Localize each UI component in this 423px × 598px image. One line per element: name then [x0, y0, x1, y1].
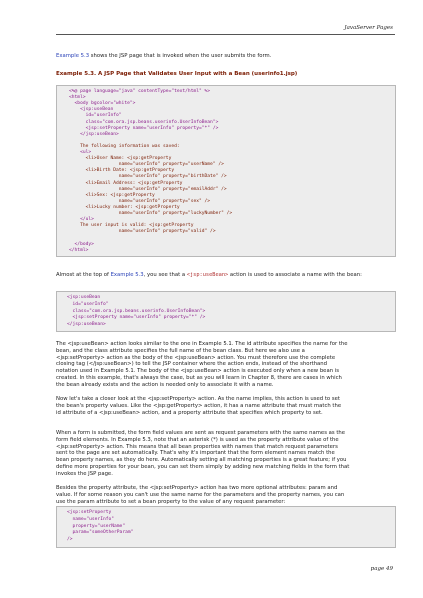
code-listing-usebean: [56, 291, 396, 332]
paragraph-param-attribute: [56, 485, 396, 505]
code-line: <jsp:setProperty name="userInfo" property="*" />: [69, 125, 219, 131]
code-line: <html>: [69, 95, 86, 101]
code-listing-userinfo1: [56, 85, 396, 257]
intro-sentence: [56, 53, 396, 60]
code-line: <body bgcolor="white">: [69, 101, 136, 107]
code-line: name="userInfo" property="userName" />: [69, 162, 224, 168]
paragraph-usebean-explanation: [56, 341, 396, 389]
code-line: name="userInfo" property="birthDate" />: [69, 174, 227, 180]
paragraph-line: Now let's take a closer look at the <jsp:setProperty> action. As the name implies, this action is used to set: [56, 396, 340, 402]
paragraph-line: define more properties for your bean, you can set them simply by adding new matching fields in the form that: [56, 463, 350, 470]
code-line: </body>: [69, 241, 94, 247]
code-line: id="userInfo": [69, 113, 122, 119]
code-line: The following information was saved:: [69, 143, 180, 149]
paragraph-line: sent to the page are set automatically. That's why it's important that the form element names match the: [56, 450, 335, 457]
code-line: The user input is valid: <jsp:getProperty: [69, 223, 194, 229]
paragraph-line: invokes the JSP page.: [56, 470, 113, 477]
code-line: </jsp:useBean>: [67, 322, 106, 328]
para-text: Almost at the top of: [56, 272, 111, 278]
code-line: class="com.ora.jsp.beans.userinfo.UserInfoBean">: [67, 308, 206, 314]
example-title: Example 5.3. A JSP Page that Validates User Input with a Bean (userinfo1.jsp): [56, 71, 298, 77]
paragraph-line: id attribute of a <jsp:useBean> action, and a property attribute that specifies which property to set.: [56, 409, 323, 416]
inline-code: <jsp:useBean>: [186, 272, 229, 278]
code-line: </ul>: [69, 217, 94, 223]
example-link[interactable]: Example 5.3: [56, 53, 90, 59]
code-line: class="com.ora.jsp.beans.userinfo.UserInfoBean">: [69, 119, 219, 125]
code-line: </html>: [69, 247, 89, 253]
code-line: <%@ page language="java" contentType="text/html" %>: [69, 89, 211, 94]
example-link[interactable]: Example 5.3: [110, 272, 144, 278]
paragraph-line: form field elements. In Example 5.3, note that an asterisk (*) is used as the property attribute value of the: [56, 436, 339, 443]
paragraph-line: notation used in Example 5.1. The body of the <jsp:useBean> action is executed only when a new bean is: [56, 368, 339, 375]
code-line: <li>Email Address: <jsp:getProperty: [69, 180, 183, 186]
paragraph-line: the bean already exists and the action is needed only to associate it with a name.: [56, 381, 274, 388]
paragraph-setproperty: [56, 396, 396, 416]
running-header: JavaServer Pages: [344, 25, 393, 31]
intro-text: shows the JSP page that is invoked when the user submits the form.: [89, 53, 272, 59]
code-line: name="userInfo" property="valid" />: [69, 229, 216, 235]
paragraph-line: closing tag (</jsp:useBean>) to tell the JSP container where the action ends, instead of the shorthand: [56, 361, 328, 368]
paragraph-line: When a form is submitted, the form field values are sent as request parameters with the same names as the: [56, 430, 346, 436]
code-line: </jsp:useBean>: [69, 131, 119, 137]
code-line: <li>Sex: <jsp:getProperty: [69, 192, 155, 198]
paragraph-form-submit: [56, 430, 396, 478]
paragraph-line: bean property names, as they do here. Automatically setting all matching properties is a great feature; if you: [56, 457, 347, 464]
code-line: <li>User Name: <jsp:getProperty: [69, 156, 172, 162]
paragraph-line: Besides the property attribute, the <jsp:setProperty> action has two more optional attributes: param and: [56, 485, 338, 491]
page-number: page 49: [370, 566, 393, 572]
code-line: <jsp:setProperty: [67, 510, 112, 515]
paragraph-line: <jsp:setProperty> action as the body of the <jsp:useBean> action. You must therefore use the complete: [56, 354, 336, 361]
code-listing-setproperty-param: [56, 506, 396, 548]
code-line: name="userInfo" property="luckyNumber" />: [69, 211, 233, 216]
paragraph-line: value. If for some reason you can't use the same name for the parameters and the property names, you can: [56, 491, 345, 498]
paragraph-line: use the param attribute to set a bean property to the value of any request parameter:: [56, 498, 286, 505]
code-line: <jsp:useBean: [69, 107, 114, 113]
para-text: , you see that a: [143, 272, 187, 278]
paragraph-line: The <jsp:useBean> action looks similar to the one in Example 5.1. The id attribute specifies the name for the: [56, 341, 348, 347]
code-line: <jsp:setProperty name="userInfo" property="*" />: [67, 315, 206, 321]
code-line: <ul>: [69, 150, 92, 155]
paragraph-intro-usebean: [56, 272, 396, 279]
code-line: name="userInfo" property="emailAddr" />: [69, 186, 227, 192]
code-line: param="someOtherParam": [67, 530, 134, 536]
code-line: id="userInfo": [67, 301, 109, 307]
code-line: <li>Birth Date: <jsp:getProperty: [69, 168, 175, 174]
code-line: name="userInfo" property="sex" />: [69, 198, 211, 204]
code-line: property="userName": [67, 523, 126, 529]
paragraph-line: <jsp:setProperty> action. This means that all bean properties with names that match request parameters: [56, 443, 338, 450]
code-line: name="userInfo": [67, 516, 115, 522]
header-rule: [56, 34, 395, 35]
paragraph-line: the bean's property values. Like the <jsp:getProperty> action, it has a name attribute that must match the: [56, 402, 342, 409]
code-line: <jsp:useBean: [67, 295, 101, 300]
paragraph-line: bean, and the class attribute specifies the full name of the bean class. But here we also use a: [56, 347, 305, 354]
para-text: action is used to associate a name with the bean:: [228, 272, 362, 278]
code-line: <li>Lucky number: <jsp:getProperty: [69, 204, 180, 210]
paragraph-line: created. In this example, that's always the case, but as you will learn in Chapter 8, there are cases in which: [56, 374, 342, 381]
code-line: />: [67, 537, 73, 543]
